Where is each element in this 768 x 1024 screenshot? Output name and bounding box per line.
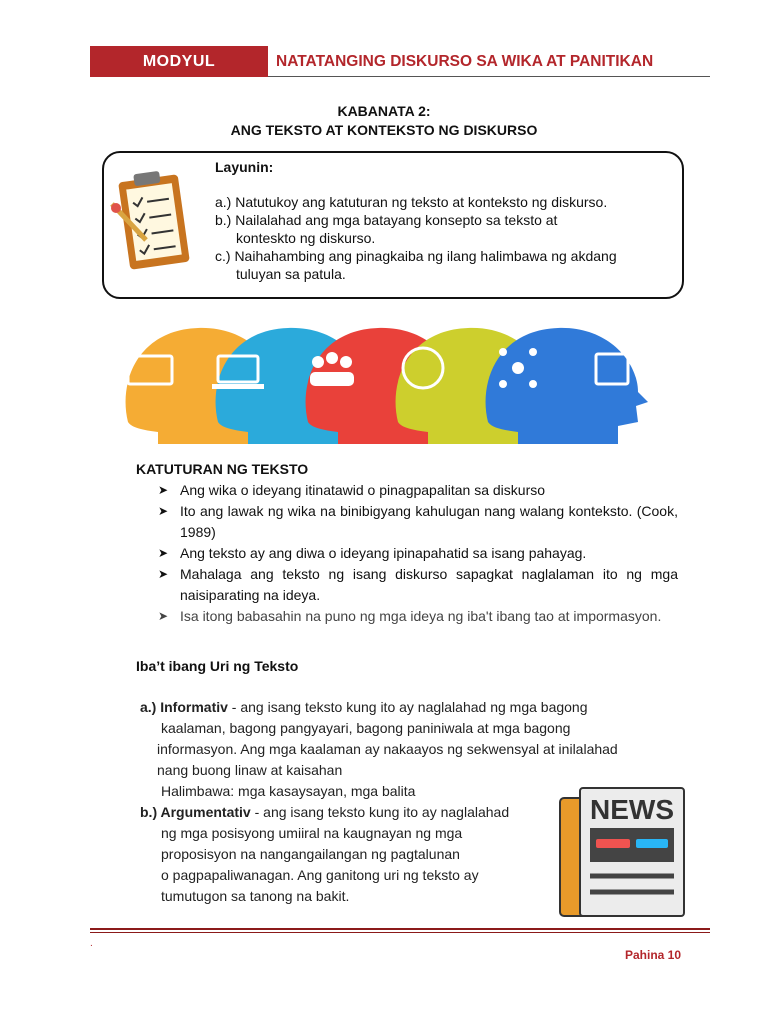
objective-a: a.) Natutukoy ang katuturan ng teksto at konteksto ng diskurso. <box>215 194 608 210</box>
footer-divider <box>90 928 710 930</box>
footer-dot: . <box>90 938 93 949</box>
arrow-bullet-icon: ➤ <box>158 546 169 560</box>
list-item: ➤ Mahalaga ang teksto ng isang diskurso sapagkat naglalaman ito ng mga naisiparating na ideya. <box>158 566 678 603</box>
page-header <box>90 46 710 78</box>
list-item: ➤ Ang teksto ay ang diwa o ideyang ipinapahatid sa isang pahayag. <box>158 543 678 564</box>
list-item: ➤ Ito ang lawak ng wika na binibigyang kahulugan nang walang konteksto. (Cook, 1989) <box>158 503 678 540</box>
page-number: Pahina 10 <box>625 948 682 962</box>
section-title-uri: Iba’t ibang Uri ng Teksto <box>136 658 299 674</box>
list-item: ➤ Isa itong babasahin na puno ng mga ideya ng iba't ibang tao at impormasyon. <box>158 606 678 627</box>
clipboard-icon <box>110 168 194 277</box>
list-item: ➤ Ang wika o ideyang itinatawid o pinagpapalitan sa diskurso <box>158 480 678 501</box>
header-title: NATATANGING DISKURSO SA WIKA AT PANITIKAN <box>276 53 654 70</box>
arrow-bullet-icon: ➤ <box>158 567 169 581</box>
informativ-paragraph: a.) Informativ - ang isang teksto kung ito ay naglalahad ng mga bagong kaalaman, bagong pangyayari, bagong paniniwala at mga bagong informasyon. Ang mga kaalaman ay nakaayos ng sekwensyal at inilalahad nang buong linaw at kaisahan Halimbawa: mga kasaysayan, mga balita <box>140 699 618 799</box>
header-divider <box>268 76 710 77</box>
argumentativ-paragraph: b.) Argumentativ - ang isang teksto kung ito ay naglalahad ng mga posisyong umiiral na kaugnayan ng mga proposisyon na nangangailangan ng pagtalunan o pagpapaliwanagan. Ang ganitong uri ng teksto ay tumutugon sa tanong na bakit. <box>140 804 510 904</box>
news-label: NEWS <box>590 794 674 825</box>
footer-divider-thin <box>90 932 710 933</box>
objective-c: c.) Naihahambing ang pinagkaiba ng ilang halimbawa ng akdang <box>215 248 617 264</box>
chapter-title: ANG TEKSTO AT KONTEKSTO NG DISKURSO <box>230 122 538 138</box>
argumentativ-label: b.) Argumentativ <box>140 804 251 820</box>
arrow-bullet-icon: ➤ <box>158 483 169 497</box>
arrow-bullet-icon: ➤ <box>158 609 169 623</box>
objectives-heading: Layunin: <box>215 159 274 175</box>
communication-heads-graphic <box>118 322 648 449</box>
objectives-text <box>215 158 665 283</box>
arrow-bullet-icon: ➤ <box>158 504 169 518</box>
section-title-katuturan: KATUTURAN NG TEKSTO <box>136 461 309 477</box>
informativ-label: a.) Informativ <box>140 699 228 715</box>
objective-b: b.) Nailalahad ang mga batayang konsepto sa teksto at <box>215 212 558 228</box>
chapter-number: KABANATA 2: <box>337 103 431 119</box>
header-modyul: MODYUL <box>142 53 216 70</box>
katuturan-list <box>158 480 678 627</box>
objective-b-cont: konteskto ng diskurso. <box>236 230 376 246</box>
objective-c-cont: tuluyan sa patula. <box>236 266 346 282</box>
newspaper-icon <box>556 786 688 925</box>
